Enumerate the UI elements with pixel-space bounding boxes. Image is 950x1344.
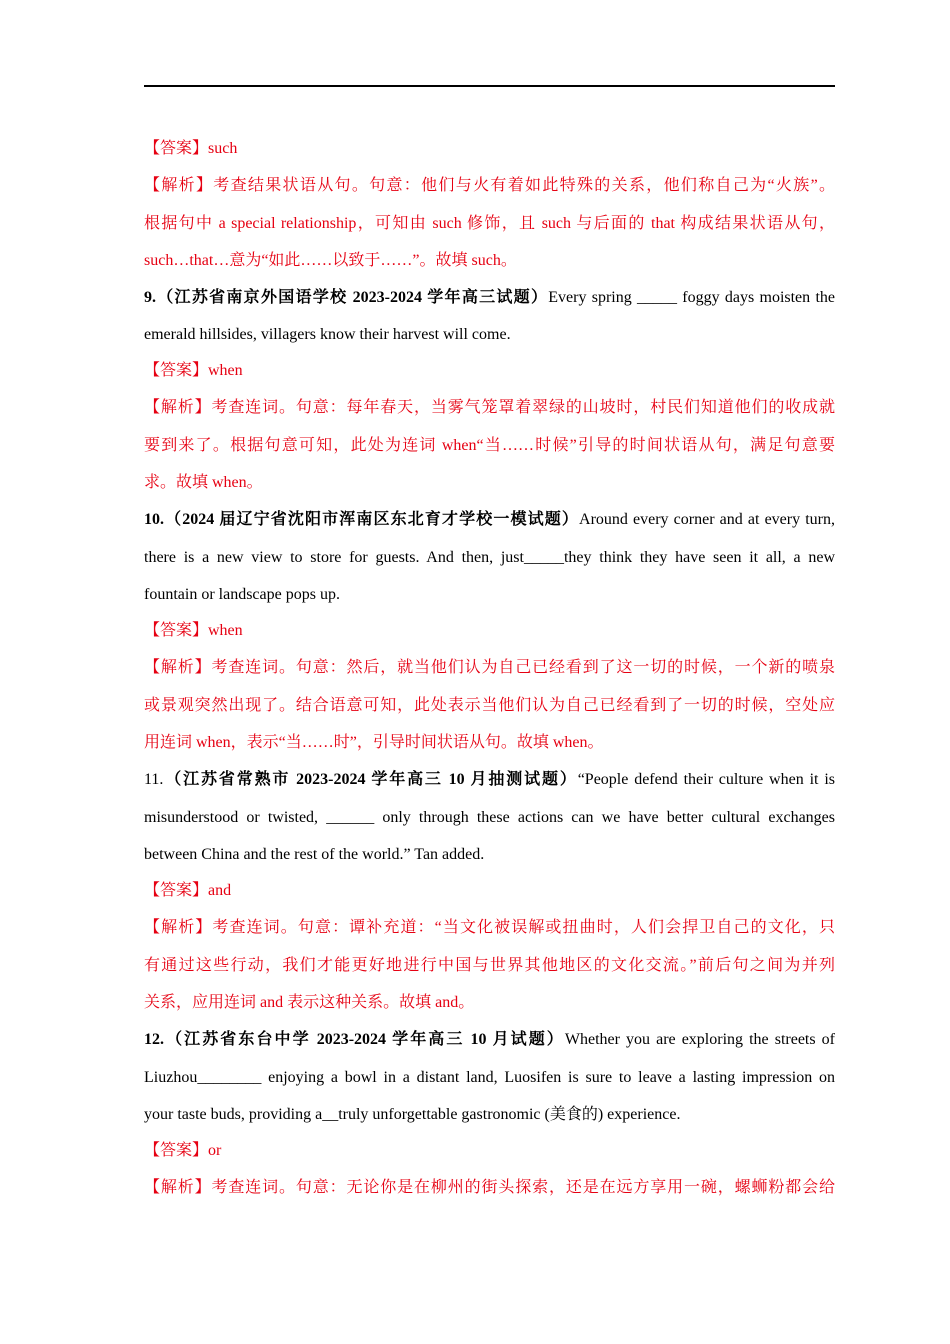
q9-source: （江苏省南京外国语学校 2023-2024 学年高三试题）	[156, 289, 549, 306]
q12-number: 12.	[144, 1031, 164, 1048]
q12-text: truly unforgettable gastronomic (美食的) experience.	[338, 1106, 681, 1123]
q9-number: 9.	[144, 289, 156, 306]
header-rule	[144, 85, 835, 87]
q12-text: your taste buds, providing a	[144, 1106, 323, 1123]
q12-blank: __	[322, 1106, 339, 1123]
q11-analysis-line: 【解析】考查连词。句意：谭补充道：“当文化被误解或扭曲时，人们会捍卫自己的文化，只	[144, 919, 835, 936]
q12-answer: 【答案】or	[144, 1142, 222, 1159]
q10-blank: _____	[523, 549, 564, 566]
q10-text: they think they have seen it all, a new	[563, 549, 835, 566]
q8-analysis-line: such…that…意为“如此……以致于……”。故填 such。	[144, 252, 517, 269]
q8-answer: 【答案】such	[144, 140, 238, 157]
q10-analysis-line: 或景观突然出现了。结合语意可知，此处表示当他们认为自己已经看到了一切的时候，空处应	[144, 697, 835, 714]
q12-text: Whether you are exploring the streets of	[564, 1031, 835, 1048]
q12-text: Liuzhou	[144, 1069, 198, 1086]
q12-question-line	[144, 1097, 835, 1133]
q12-text: enjoying a bowl in a distant land, Luosifen is sure to leave a lasting impression on	[261, 1069, 835, 1086]
q11-question-line: between China and the rest of the world.” Tan added.	[144, 846, 485, 863]
q11-blank: ______	[326, 809, 375, 826]
q8-analysis-line: 根据句中 a special relationship，可知由 such 修饰，且 such 与后面的 that 构成结果状语从句，	[144, 215, 835, 232]
q12-question-line	[144, 1059, 835, 1097]
q10-text: there is a new view to store for guests. And then, just	[144, 549, 524, 566]
q10-question-line	[144, 539, 835, 577]
q8-analysis-line: 【解析】考查结果状语从句。句意：他们与火有着如此特殊的关系，他们称自己为“火族”。	[144, 177, 835, 194]
q9-text: Every spring	[548, 289, 637, 306]
q12-analysis-line: 【解析】考查连词。句意：无论你是在柳州的街头探索，还是在远方享用一碗，螺蛳粉都会给	[144, 1179, 835, 1196]
q11-number: 11.	[144, 771, 164, 788]
q10-source: （2024 届辽宁省沈阳市浑南区东北育才学校一模试题）	[164, 511, 580, 528]
q10-answer: 【答案】when	[144, 622, 243, 639]
q11-question-line	[144, 761, 835, 799]
q9-text: foggy days moisten the	[677, 289, 835, 306]
document-body	[144, 131, 835, 1207]
q11-source: （江苏省常熟市 2023-2024 学年高三 10 月抽测试题）	[163, 771, 578, 788]
q10-number: 10.	[144, 511, 164, 528]
q9-answer: 【答案】when	[144, 362, 243, 379]
q9-analysis-line: 求。故填 when。	[144, 474, 263, 491]
q12-question-line	[144, 1021, 835, 1059]
q11-text: misunderstood or twisted,	[144, 809, 327, 826]
q9-question-line	[144, 279, 835, 317]
q10-analysis-line: 【解析】考查连词。句意：然后，就当他们认为自己已经看到了这一切的时候，一个新的喷泉	[144, 659, 835, 676]
q11-text: “People defend their culture when it is	[577, 771, 835, 788]
q9-analysis-line: 要到来了。根据句意可知，此处为连词 when“当……时候”引导的时间状语从句，满足句意要	[144, 437, 835, 454]
q11-question-line	[144, 799, 835, 837]
q10-question-line: fountain or landscape pops up.	[144, 586, 340, 603]
q9-blank: _____	[637, 289, 677, 306]
q9-question-line: emerald hillsides, villagers know their harvest will come.	[144, 326, 511, 343]
q9-analysis-line: 【解析】考查连词。句意：每年春天，当雾气笼罩着翠绿的山坡时，村民们知道他们的收成就	[144, 399, 835, 416]
q12-blank: ________	[197, 1069, 262, 1086]
q11-analysis-line: 关系，应用连词 and 表示这种关系。故填 and。	[144, 994, 475, 1011]
q10-analysis-line: 用连词 when，表示“当……时”，引导时间状语从句。故填 when。	[144, 734, 604, 751]
q11-text: only through these actions can we have better cultural exchanges	[374, 809, 835, 826]
q10-question-line	[144, 501, 835, 539]
q12-source: （江苏省东台中学 2023-2024 学年高三 10 月试题）	[164, 1031, 565, 1048]
q10-text: Around every corner and at every turn,	[579, 511, 835, 528]
q11-answer: 【答案】and	[144, 882, 232, 899]
q11-analysis-line: 有通过这些行动，我们才能更好地进行中国与世界其他地区的文化交流。”前后句之间为并列	[144, 957, 835, 974]
